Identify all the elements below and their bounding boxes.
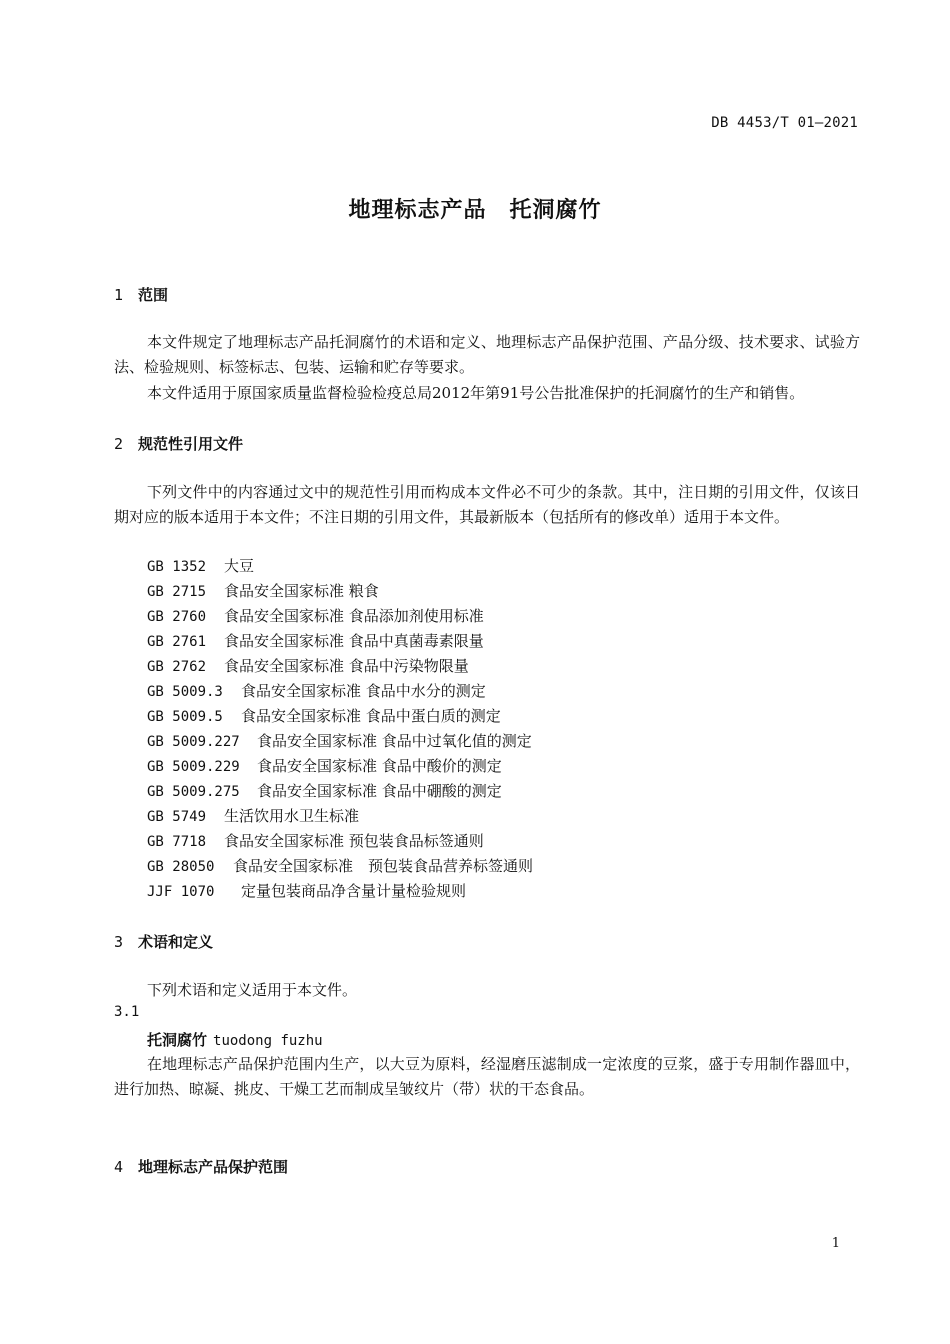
reference-code: GB 5749 [147, 809, 207, 825]
reference-code: GB 2760 [147, 609, 207, 625]
reference-title: 食品安全国家标准 食品添加剂使用标准 [224, 607, 484, 625]
section-number: 4 [114, 1158, 124, 1176]
section-heading-normative-references [114, 433, 243, 454]
reference-code: GB 28050 [147, 859, 215, 875]
page-number: 1 [831, 1236, 840, 1251]
clause-number: 3.1 [114, 1004, 140, 1020]
term-english: tuodong fuzhu [213, 1033, 323, 1049]
scope-paragraph-1: 本文件规定了地理标志产品托洞腐竹的术语和定义、地理标志产品保护范围、产品分级、技术要求、试验方法、检验规则、标签标志、包装、运输和贮存等要求。 [114, 333, 860, 376]
term-entry [147, 1029, 323, 1050]
term-definition: 在地理标志产品保护范围内生产，以大豆为原料，经湿磨压滤制成一定浓度的豆浆，盛于专用制作器皿中，进行加热、晾凝、挑皮、干燥工艺而制成呈皱纹片（带）状的干态食品。 [114, 1055, 860, 1098]
reference-code: GB 1352 [147, 559, 207, 575]
normative-intro-paragraph: 下列文件中的内容通过文中的规范性引用而构成本文件必不可少的条款。其中，注日期的引用文件，仅该日期对应的版本适用于本文件；不注日期的引用文件，其最新版本（包括所有的修改单）适用于本文件。 [114, 483, 860, 526]
reference-item [147, 729, 533, 754]
reference-title: 食品安全国家标准 预包装食品标签通则 [224, 832, 484, 850]
term-chinese: 托洞腐竹 [147, 1031, 208, 1049]
standard-code: DB 4453/T 01—2021 [711, 115, 858, 131]
reference-code: GB 5009.275 [147, 784, 240, 800]
reference-item [147, 854, 533, 879]
section-title: 地理标志产品保护范围 [138, 1158, 289, 1176]
reference-item [147, 554, 533, 579]
reference-code: GB 2715 [147, 584, 207, 600]
reference-title: 食品安全国家标准 食品中蛋白质的测定 [241, 707, 501, 725]
section-title: 规范性引用文件 [138, 435, 244, 453]
reference-title: 食品安全国家标准 食品中水分的测定 [241, 682, 486, 700]
reference-item [147, 754, 533, 779]
reference-item [147, 654, 533, 679]
reference-item [147, 804, 533, 829]
reference-item [147, 779, 533, 804]
reference-title: 食品安全国家标准 预包装食品营养标签通则 [233, 857, 534, 875]
reference-title: 食品安全国家标准 食品中过氧化值的测定 [257, 732, 532, 750]
section-number: 2 [114, 435, 124, 453]
section-number: 3 [114, 933, 124, 951]
terms-intro-paragraph: 下列术语和定义适用于本文件。 [147, 981, 358, 999]
reference-code: GB 5009.227 [147, 734, 240, 750]
reference-item [147, 829, 533, 854]
reference-title: 定量包装商品净含量计量检验规则 [241, 882, 467, 900]
reference-title: 食品安全国家标准 食品中硼酸的测定 [257, 782, 502, 800]
section-title: 范围 [138, 286, 169, 304]
reference-code: GB 7718 [147, 834, 207, 850]
reference-item [147, 579, 533, 604]
reference-item [147, 704, 533, 729]
section-heading-protection-scope [114, 1156, 288, 1177]
reference-item [147, 604, 533, 629]
reference-code: GB 2761 [147, 634, 207, 650]
reference-code: GB 2762 [147, 659, 207, 675]
scope-paragraph-2: 本文件适用于原国家质量监督检验检疫总局2012年第91号公告批准保护的托洞腐竹的生产和销售。 [147, 384, 805, 402]
document-title: 地理标志产品 托洞腐竹 [348, 198, 602, 223]
section-number: 1 [114, 286, 124, 304]
reference-code: GB 5009.3 [147, 684, 223, 700]
reference-item [147, 879, 533, 904]
reference-code: GB 5009.5 [147, 709, 223, 725]
reference-list [147, 554, 533, 904]
reference-code: JJF 1070 [147, 884, 215, 900]
reference-title: 食品安全国家标准 食品中真菌毒素限量 [224, 632, 484, 650]
reference-item [147, 629, 533, 654]
reference-title: 食品安全国家标准 粮食 [224, 582, 379, 600]
section-heading-terms [114, 931, 213, 952]
reference-title: 大豆 [224, 557, 255, 575]
reference-title: 生活饮用水卫生标准 [224, 807, 360, 825]
reference-code: GB 5009.229 [147, 759, 240, 775]
section-title: 术语和定义 [138, 933, 214, 951]
section-heading-scope [114, 284, 168, 305]
reference-item [147, 679, 533, 704]
reference-title: 食品安全国家标准 食品中酸价的测定 [257, 757, 502, 775]
reference-title: 食品安全国家标准 食品中污染物限量 [224, 657, 469, 675]
